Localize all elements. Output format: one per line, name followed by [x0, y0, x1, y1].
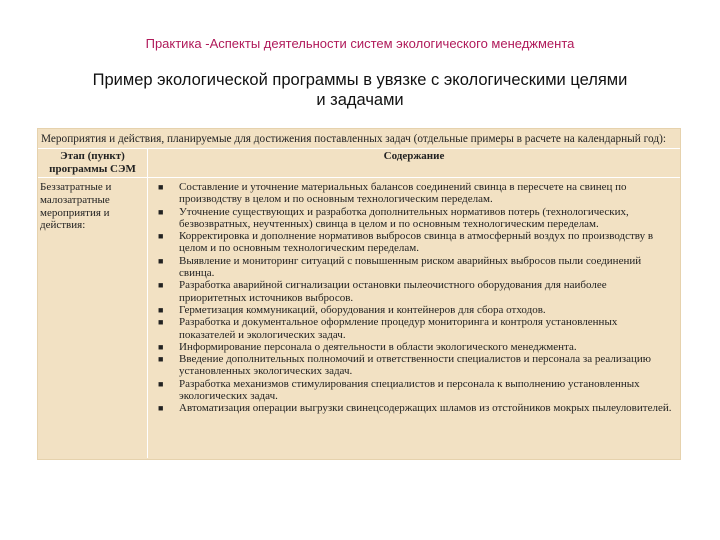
list-item-text: Герметизация коммуникаций, оборудования и контейнеров для сбора отходов. [179, 303, 546, 316]
table-body-row [38, 178, 680, 458]
list-item [158, 353, 676, 378]
bullet-icon: ■ [158, 317, 164, 328]
list-item [158, 378, 676, 403]
content-column-header: Содержание [383, 150, 445, 162]
list-item-text: Разработка и документальное оформление процедур мониторинга и контроля установленных показателей и экологических задач. [179, 316, 618, 341]
list-item [158, 316, 676, 341]
stage-label: Беззатратные и малозатратные мероприятия и действия: [38, 178, 148, 458]
list-item [158, 181, 676, 206]
list-item [158, 206, 676, 231]
list-item-text: Выявление и мониторинг ситуаций с повышенным риском аварийных выбросов пыли соединений свинца. [179, 254, 642, 280]
slide-header: Практика -Аспекты деятельности систем экологического менеджмента [145, 36, 575, 51]
content-cell [148, 178, 680, 458]
list-item-text: Составление и уточнение материальных балансов соединений свинца в пересчете на свинец по производству в целом и по основным технологическим переделам. [179, 181, 627, 206]
bullet-icon: ■ [158, 403, 164, 414]
bullet-icon: ■ [158, 231, 164, 242]
list-item-text: Информирование персонала о деятельности в области экологического менеджмента. [179, 340, 577, 353]
list-item [158, 255, 676, 280]
list-item-text: Разработка аварийной сигнализации остановки пылеочистного оборудования для наиболее приоритетных источников выбросов. [179, 279, 607, 304]
table-header-row [38, 149, 680, 178]
list-item [158, 402, 676, 414]
bullet-icon: ■ [158, 206, 164, 217]
measures-list [158, 181, 676, 415]
list-item-text: Автоматизация операции выгрузки свинецсодержащих шламов из отстойников мокрых пылеуловителей. [179, 402, 672, 415]
program-table-image [37, 128, 681, 460]
list-item [158, 230, 676, 255]
list-item [158, 279, 676, 304]
subtitle-line-1: Пример экологической программы в увязке с экологическими целями [92, 71, 628, 89]
bullet-icon: ■ [158, 304, 164, 315]
bullet-icon: ■ [158, 182, 164, 192]
subtitle-line-2: и задачами [316, 91, 404, 109]
list-item-text: Уточнение существующих и разработка дополнительных нормативов потерь (технологических, безвозвратных, неучтенных) свинца в целом и по основным технологическим переделам. [179, 205, 629, 230]
list-item-text: Разработка механизмов стимулирования специалистов и персонала к выполнению установленных экологических задач. [179, 377, 640, 403]
stage-column-header: Этап (пункт) программы СЭМ [38, 149, 148, 177]
bullet-icon: ■ [158, 378, 164, 389]
list-item [158, 304, 676, 316]
list-item [158, 341, 676, 353]
slide-subtitle [40, 70, 680, 110]
bullet-icon: ■ [158, 354, 164, 365]
list-item-text: Корректировка и дополнение нормативов выбросов свинца в атмосферный воздух по производству в целом и по основным технологическим переделам. [179, 230, 654, 255]
bullet-icon: ■ [158, 280, 164, 291]
bullet-icon: ■ [158, 341, 164, 352]
table-intro: Мероприятия и действия, планируемые для достижения поставленных задач (отдельные примеры в расчете на календарный год): [38, 129, 680, 149]
bullet-icon: ■ [158, 255, 164, 266]
list-item-text: Введение дополнительных полномочий и ответственности специалистов и персонала за реализацию установленных экологических задач. [179, 353, 651, 378]
